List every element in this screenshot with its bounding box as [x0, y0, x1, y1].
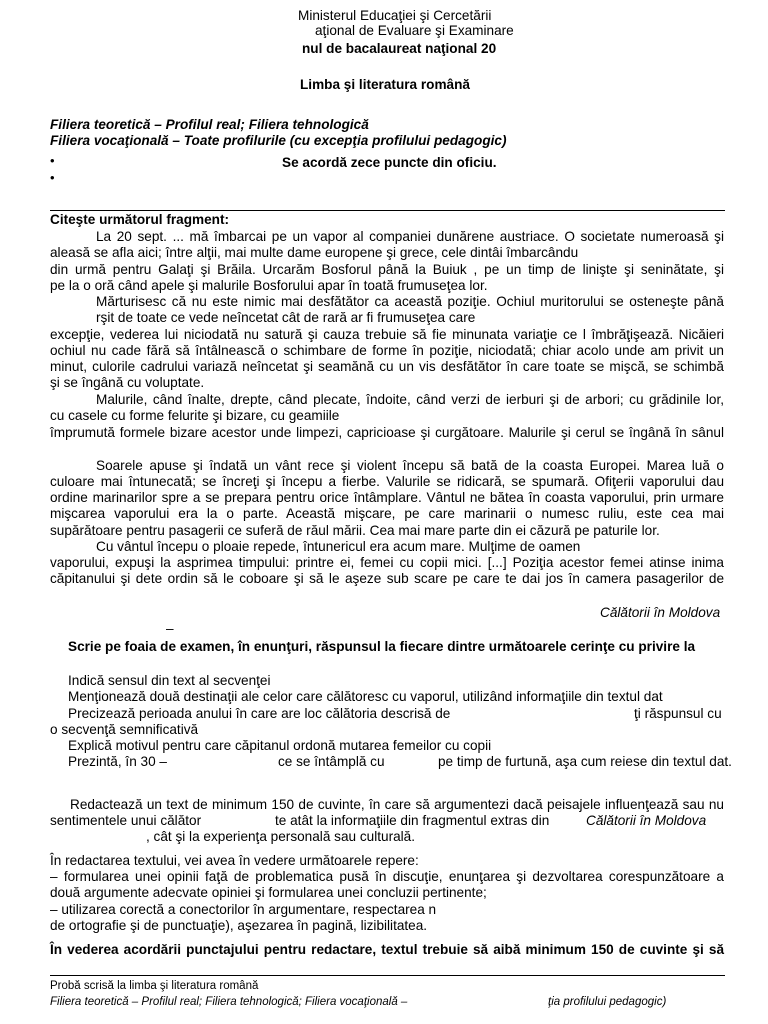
requirement-item-mid: ce se întâmplă cu	[278, 754, 385, 769]
bullet-2: •	[50, 170, 55, 185]
requirement-item-tail: pe timp de furtună, aşa cum reiese din textul dat.	[438, 754, 732, 769]
essay-source-title: Călătorii în Moldova	[586, 813, 707, 828]
requirement-item: Indică sensul din text al secvenţei	[68, 673, 271, 688]
bullet-1: •	[50, 153, 55, 168]
fragment-line: ochiul nu cade fără să întâlnească o schimbare de forme în poziţie, niciodată; chiar acolo unde am privit un	[50, 343, 724, 358]
essay-prompt-part: sentimentele unui călător	[50, 813, 202, 828]
guide-intro: În redactarea textului, vei avea în vedere următoarele repere:	[50, 853, 419, 868]
divider-top	[50, 210, 725, 211]
fragment-line: Malurile, când înalte, drepte, când plecate, îndoite, când verzi de ierburi şi de arbori; cu grădinile lor,	[96, 392, 724, 407]
fragment-line: Soarele apuse şi îndată un vânt rece şi violent începu să bată de la coasta Europei. Marea luă o	[96, 458, 724, 473]
profile-line-2: Filiera vocaţională – Toate profilurile (cu excepţia profilului pedagogic)	[50, 133, 507, 148]
fragment-line: mişcarea vaporului era la o parte. Această mişcare, pe care marinarii o numesc ruliu, este cea mai	[50, 506, 724, 521]
exam-title: nul de bacalaureat naţional 20	[302, 41, 497, 56]
footer-line-2-tail: ţia profilului pedagogic)	[548, 996, 667, 1008]
divider-footer	[50, 975, 725, 976]
guide-line: două argumente adecvate opiniei şi formularea unei concluzii pertinente;	[50, 885, 487, 900]
requirements-intro: Scrie pe foaia de examen, în enunţuri, răspunsul la fiecare dintre următoarele cerinţe cu privire la	[68, 639, 696, 654]
footer-line-2: Filiera teoretică – Profilul real; Filiera tehnologică; Filiera vocaţională –	[50, 996, 408, 1008]
ministry-name: Ministerul Educaţiei şi Cercetării	[298, 8, 492, 23]
profile-line-1: Filiera teoretică – Profilul real; Filiera tehnologică	[50, 117, 369, 132]
fragment-line: culoare mai întunecată; se încreţi şi începu a fierbe. Valurile se ridicară, se spumară. Ofiţerii vaporului dau	[50, 474, 724, 489]
essay-final-note: În vederea acordării punctajului pentru redactare, textul trebuie să aibă minimum 150 de cuvinte şi să	[50, 942, 724, 957]
fragment-line: La 20 sept. ... mă îmbarcai pe un vapor al companiei dunărene austriace. O societate numeroasă şi	[96, 229, 724, 244]
fragment-line: cu casele cu forme felurite şi bizare, cu geamiile	[50, 408, 340, 423]
requirement-item: Explică motivul pentru care căpitanul ordonă mutarea femeilor cu copii	[68, 738, 492, 753]
requirement-item-cont: o secvenţă semnificativă	[50, 722, 199, 737]
fragment-line: căpitanului şi dete ordin să le coboare şi să le aşeze sub scare pe care te dai jos în camera pasagerilor de	[50, 571, 724, 586]
requirement-item-tail: ţi răspunsul cu	[634, 706, 722, 721]
fragment-line: Mărturisesc că nu este nimic mai desfătător ca această poziţie. Ochiul muritorului se osteneşte până	[96, 294, 724, 309]
requirement-item: Prezintă, în 30 –	[68, 754, 167, 769]
fragment-line: ordine marinarilor spre a se prepara pentru orice întâmplare. Vântul ne bătea în coasta vaporului, prin urmare	[50, 490, 724, 505]
fragment-line: aleasă se afla aici; între alţii, mai multe dame europene şi grece, cele dintâi îmbarcându	[50, 245, 579, 260]
source-dash: –	[166, 621, 174, 636]
fragment-line: rşit de toate ce vede neîncetat cât de rară ar fi frumuseţea care	[96, 310, 476, 325]
evaluation-center: aţional de Evaluare şi Examinare	[315, 23, 514, 38]
fragment-line: Cu vântul începu o ploaie repede, întunericul era acum mare. Mulţime de oamen	[96, 539, 581, 554]
fragment-line: pe la o oră când apele şi malurile Bosforului apar în toată frumuseţea lor.	[50, 278, 488, 293]
fragment-line: din urmă pentru Galaţi şi Brăila. Urcarăm Bosforul până la Buiuk , pe un timp de linişte şi seninătate, şi	[50, 262, 724, 277]
fragment-heading: Citeşte următorul fragment:	[50, 212, 230, 227]
fragment-line: supărătoare pentru pasagerii ce suferă de răul mării. Cea mai mare parte din ei căzură pe paturile lor.	[50, 523, 660, 538]
fragment-line: minut, culorile cadrului variază neîncetat şi seamănă cu un vis desfătător în care toate se mişcă, se schimbă	[50, 359, 724, 374]
fragment-line: împrumută formele bizare acestor unde limpezi, capricioase şi curgătoare. Malurile şi cerul se îngână în sânul	[50, 425, 724, 440]
guide-line: de ortografie şi de punctuaţie), aşezarea în pagină, lizibilitatea.	[50, 918, 428, 933]
requirement-item: Menţionează două destinaţii ale celor care călătoresc cu vaporul, utilizând informaţiile din textul dat	[68, 689, 663, 704]
fragment-line: excepţie, vederea lui niciodată nu satură şi cauza trebuie să fie minunata variaţie ce l îmbrăţişează. Nicăieri	[50, 327, 724, 342]
guide-line: – utilizarea corectă a conectorilor în argumentare, respectarea n	[50, 902, 437, 917]
essay-prompt-part: te atât la informaţiile din fragmentul extras din	[275, 813, 550, 828]
subject-title: Limba şi literatura română	[300, 77, 470, 92]
footer-line-1: Probă scrisă la limba şi literatura română	[50, 980, 259, 992]
official-points-note: Se acordă zece puncte din oficiu.	[282, 155, 497, 170]
guide-line: – formularea unei opinii faţă de problematica pusă în discuţie, enunţarea şi dezvoltarea corespunzătoare a	[50, 869, 724, 884]
requirement-item: Precizează perioada anului în care are loc călătoria descrisă de	[68, 706, 451, 721]
essay-prompt: Redactează un text de minimum 150 de cuvinte, în care să argumentezi dacă peisajele influenţează sau nu	[70, 797, 724, 812]
fragment-line: şi se îngână cu voluptate.	[50, 375, 205, 390]
fragment-line: vaporului, expuşi la asprimea timpului: printre ei, femei cu copii mici. [...] Poziţia acestor femei atinse inima	[50, 555, 724, 570]
fragment-source: Călătorii în Moldova	[600, 605, 721, 620]
essay-prompt-part: , cât şi la experienţa personală sau culturală.	[146, 829, 416, 844]
